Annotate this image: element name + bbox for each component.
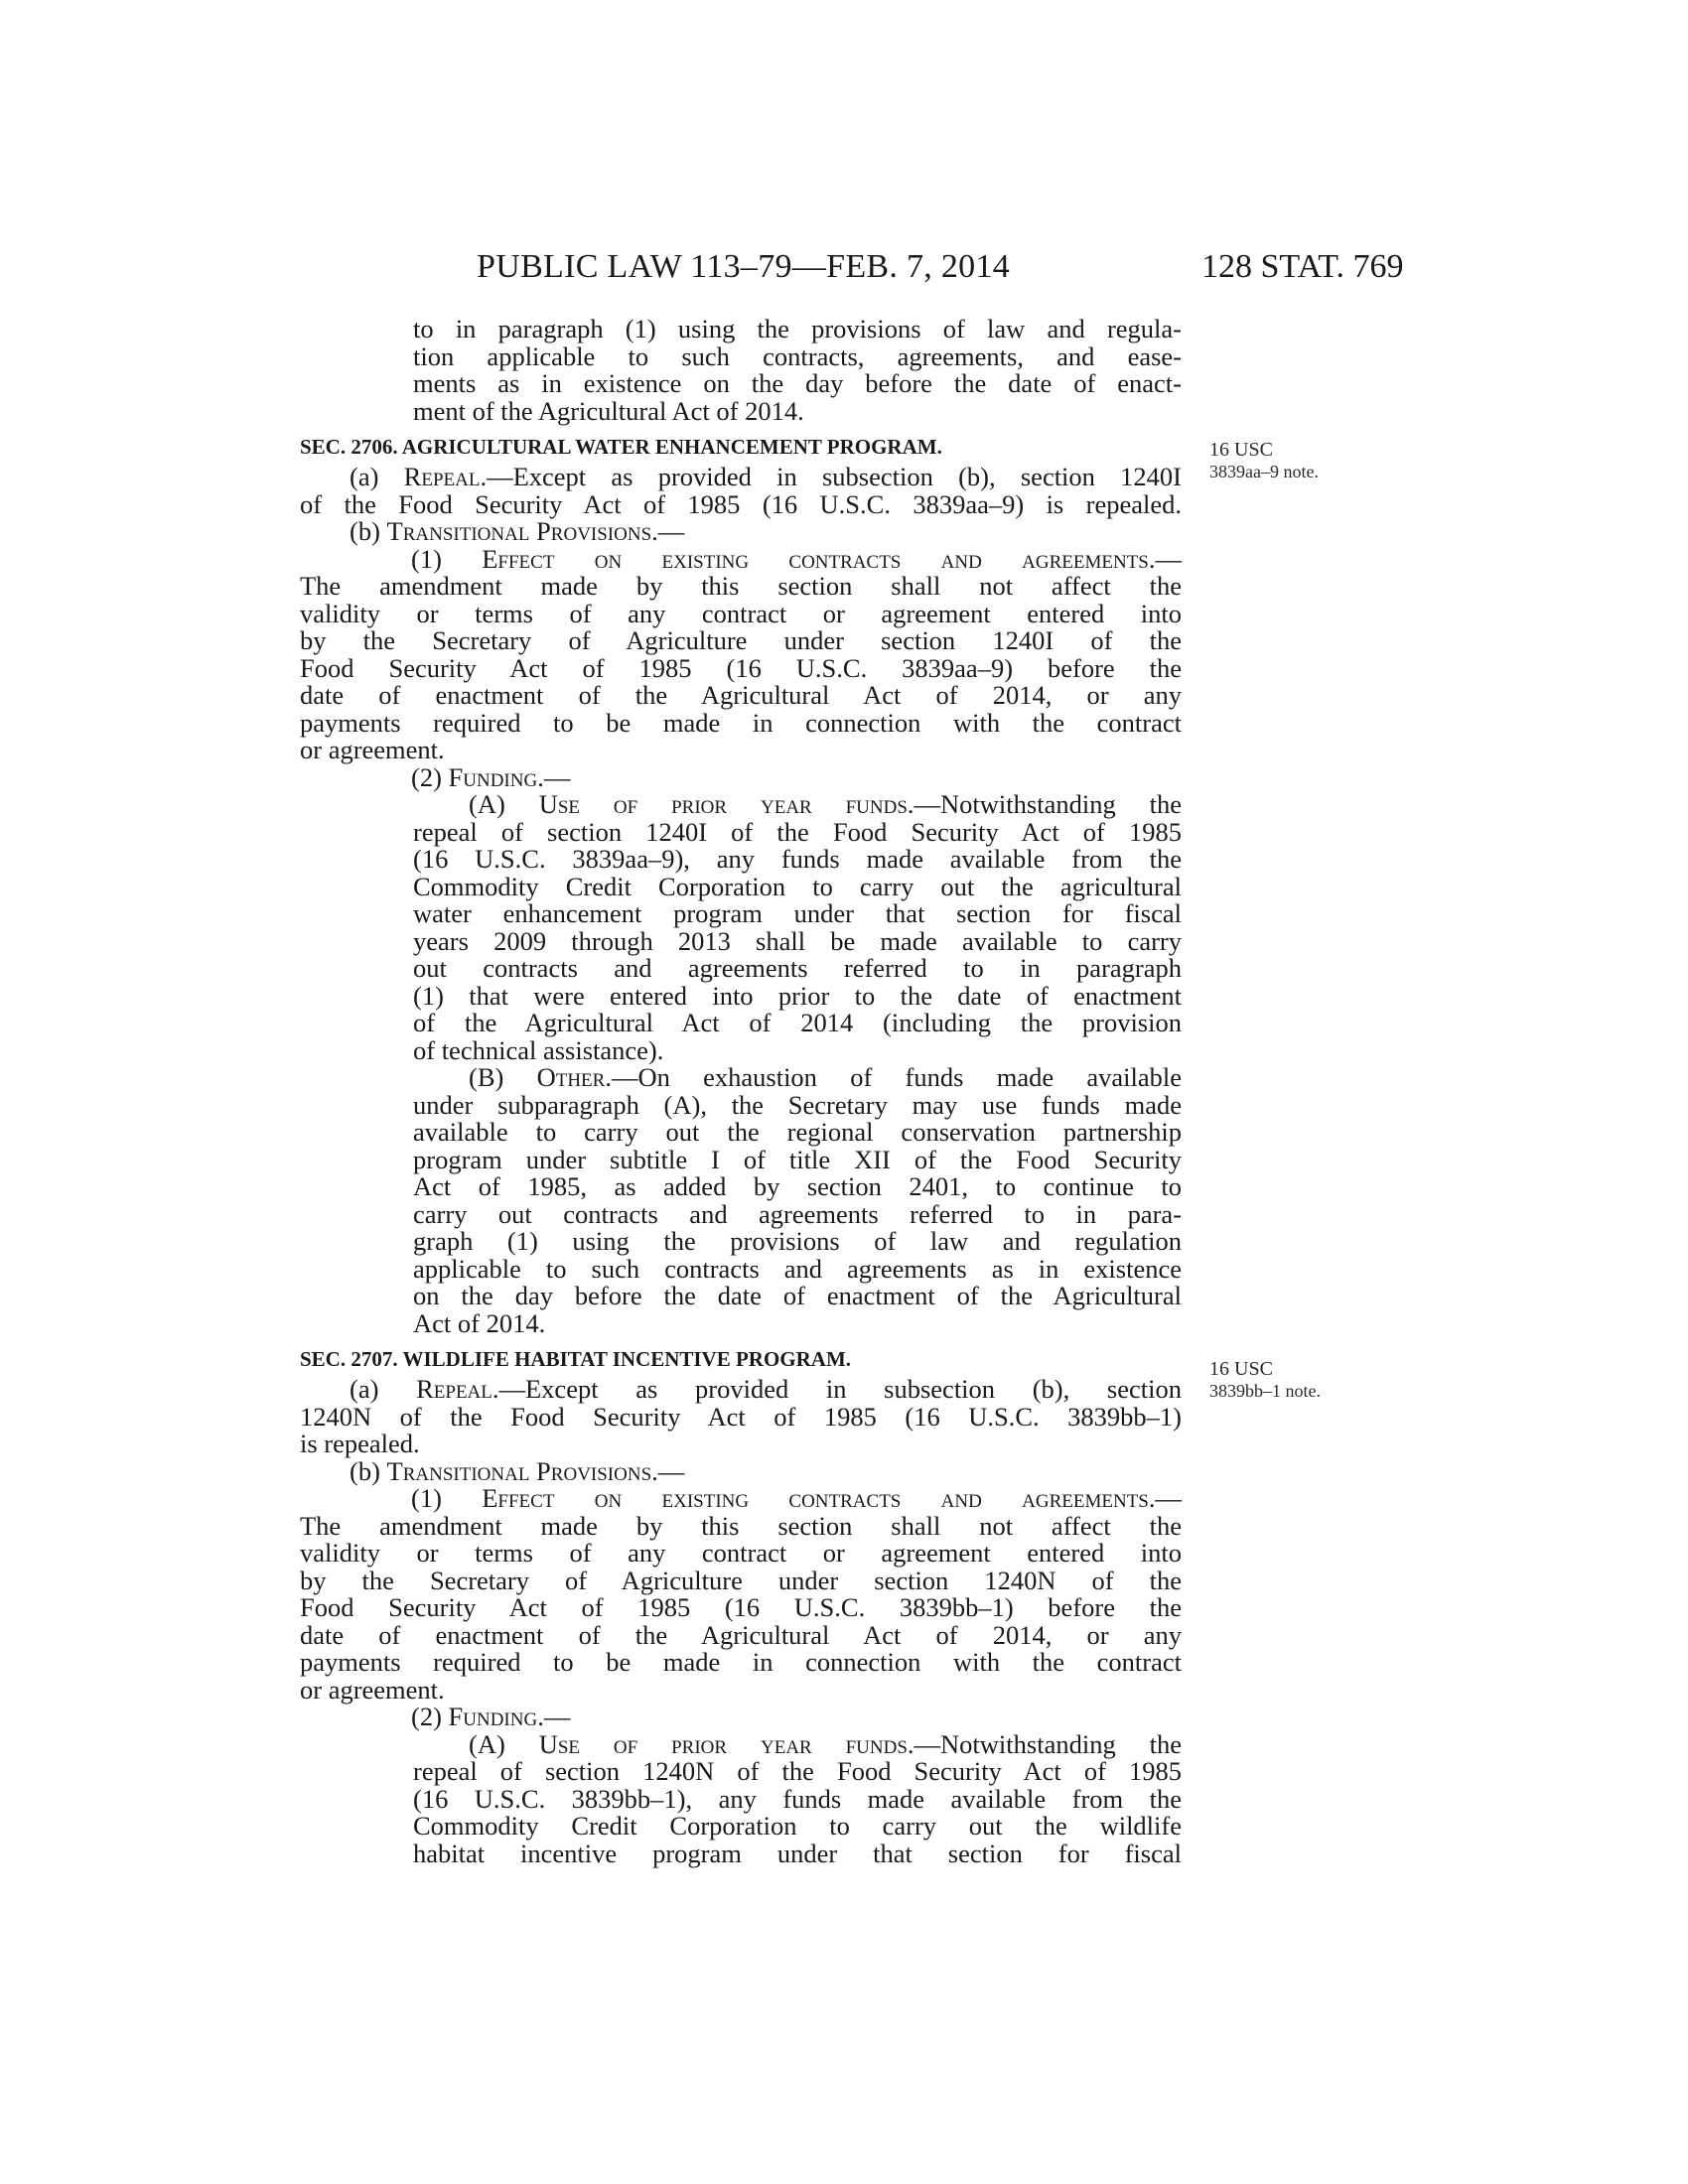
- heading: Funding: [448, 761, 538, 792]
- margin-note-line: 16 USC: [1209, 439, 1273, 461]
- text: .—Except as provided in subsection (b), section 1240I: [480, 462, 1182, 491]
- text-line: (1) that were entered into prior to the date of enactment: [413, 980, 1182, 1011]
- text-line: Act of 2014.: [413, 1307, 546, 1338]
- text-line: (16 U.S.C. 3839aa–9), any funds made available from the: [413, 844, 1182, 874]
- heading: Repeal: [403, 462, 481, 491]
- subsection-b-line: [300, 1455, 1182, 1486]
- paragraph-2-line: [300, 761, 1182, 792]
- subparagraph-A-line: [300, 791, 1182, 819]
- text-line: validity or terms of any contract or agreement entered into: [300, 598, 1182, 628]
- heading: Funding: [448, 1702, 538, 1731]
- text: .—Notwithstanding the: [907, 789, 1182, 819]
- text-line: Commodity Credit Corporation to carry out the wildlife: [413, 1811, 1182, 1841]
- text: .—Notwithstanding the: [907, 1728, 1182, 1759]
- text: .—Except as provided in subsection (b), section: [492, 1374, 1182, 1404]
- subsection-b-line: [300, 518, 1182, 546]
- label: (b): [350, 516, 387, 546]
- subsection-a-line: [300, 464, 1182, 491]
- text-line: program under subtitle I of title XII of the Food Security: [413, 1144, 1182, 1174]
- section-heading-2707: SEC. 2707. WILDLIFE HABITAT INCENTIVE PROGRAM.: [300, 1347, 852, 1371]
- text-line: or agreement.: [300, 1674, 445, 1705]
- text-line: ment of the Agricultural Act of 2014.: [413, 395, 804, 426]
- subparagraph-A-line: [300, 1728, 1182, 1759]
- paragraph-2-line: [300, 1704, 1182, 1731]
- text: .—: [651, 516, 685, 546]
- label: (A): [469, 789, 539, 819]
- heading: Transitional Provisions: [386, 516, 652, 546]
- subsection-a-line: [300, 1376, 1182, 1404]
- label: (a): [350, 1374, 417, 1404]
- heading: Use of prior year funds: [538, 1728, 908, 1759]
- heading: Effect on existing contracts and agreements: [482, 543, 1149, 574]
- text-line: Food Security Act of 1985 (16 U.S.C. 3839aa–9) before the: [300, 652, 1182, 683]
- text-line: (16 U.S.C. 3839bb–1), any funds made available from the: [413, 1783, 1182, 1814]
- label: (1): [411, 543, 483, 574]
- text-line: water enhancement program under that section for fiscal: [413, 898, 1182, 928]
- text-line: payments required to be made in connection with the contract: [300, 707, 1182, 738]
- label: (B): [469, 1062, 537, 1092]
- stat-page-number: 128 STAT. 769: [1201, 248, 1404, 285]
- text-line: Food Security Act of 1985 (16 U.S.C. 3839bb–1) before the: [300, 1592, 1182, 1622]
- text: .—: [1148, 543, 1182, 574]
- text-line: date of enactment of the Agricultural Act of 2014, or any: [300, 1619, 1182, 1650]
- heading: Repeal: [416, 1374, 492, 1404]
- page-header: [0, 248, 1688, 288]
- text: .—: [1148, 1483, 1182, 1513]
- text-line: years 2009 through 2013 shall be made available to carry: [413, 925, 1182, 956]
- text-line: validity or terms of any contract or agreement entered into: [300, 1538, 1182, 1568]
- text-line: tion applicable to such contracts, agreements, and ease-: [413, 341, 1182, 371]
- text-line: by the Secretary of Agriculture under section 1240I of the: [300, 625, 1182, 655]
- margin-note-line: 3839bb–1 note.: [1209, 1381, 1321, 1401]
- text-line: on the day before the date of enactment of the Agricultural: [413, 1281, 1182, 1310]
- text-column: [300, 316, 1182, 1867]
- text-line: graph (1) using the provisions of law and regulation: [413, 1226, 1182, 1256]
- text-line: Commodity Credit Corporation to carry out the agricultural: [413, 871, 1182, 901]
- text: .—: [537, 761, 571, 792]
- text-line: or agreement.: [300, 735, 445, 764]
- subparagraph-B-line: [300, 1064, 1182, 1092]
- text-line: habitat incentive program under that section for fiscal: [413, 1838, 1182, 1868]
- text-line: date of enactment of the Agricultural Act of 2014, or any: [300, 680, 1182, 710]
- label: (a): [350, 462, 404, 491]
- text-line: of technical assistance).: [413, 1034, 664, 1065]
- margin-note-2707: [1209, 1358, 1321, 1402]
- label: (1): [411, 1483, 483, 1513]
- text-line: available to carry out the regional conservation partnership: [413, 1117, 1182, 1147]
- section-heading-2706: SEC. 2706. AGRICULTURAL WATER ENHANCEMENT PROGRAM.: [300, 435, 942, 459]
- intro-paragraph: [300, 316, 1182, 425]
- paragraph-1-line: [300, 543, 1182, 574]
- text: .—: [651, 1455, 685, 1486]
- label: (A): [469, 1728, 539, 1759]
- text-line: 1240N of the Food Security Act of 1985 (16 U.S.C. 3839bb–1): [300, 1401, 1182, 1432]
- heading: Other: [536, 1062, 606, 1092]
- text-line: under subparagraph (A), the Secretary may use funds made: [413, 1089, 1182, 1120]
- text-line: Act of 1985, as added by section 2401, to continue to: [413, 1171, 1182, 1201]
- margin-note-2706: [1209, 439, 1319, 482]
- text-line: repeal of section 1240I of the Food Security Act of 1985: [413, 816, 1182, 847]
- text-line: carry out contracts and agreements referred to in para-: [413, 1198, 1182, 1229]
- heading: Effect on existing contracts and agreements: [482, 1483, 1149, 1513]
- text-line: of the Agricultural Act of 2014 (including the provision: [413, 1008, 1182, 1037]
- text-line: out contracts and agreements referred to in paragraph: [413, 953, 1182, 983]
- label: (2): [411, 1702, 449, 1731]
- text-line: is repealed.: [300, 1429, 420, 1458]
- paragraph-1-line: [300, 1485, 1182, 1513]
- text-line: The amendment made by this section shall not affect the: [300, 571, 1182, 601]
- text-line: by the Secretary of Agriculture under section 1240N of the: [300, 1565, 1182, 1595]
- label: (2): [411, 761, 449, 792]
- text: .—: [537, 1702, 571, 1731]
- heading: Use of prior year funds: [538, 789, 908, 819]
- text-line: to in paragraph (1) using the provisions of law and regula-: [413, 314, 1182, 343]
- text-line: ments as in existence on the day before the date of enact-: [413, 368, 1182, 398]
- running-head: PUBLIC LAW 113–79—FEB. 7, 2014: [477, 248, 1011, 285]
- margin-note-line: 3839aa–9 note.: [1209, 462, 1319, 481]
- margin-note-line: 16 USC: [1209, 1358, 1273, 1380]
- text-line: of the Food Security Act of 1985 (16 U.S.C. 3839aa–9) is repealed.: [300, 488, 1182, 519]
- heading: Transitional Provisions: [386, 1455, 652, 1486]
- text-line: payments required to be made in connection with the contract: [300, 1647, 1182, 1677]
- text-line: The amendment made by this section shall not affect the: [300, 1510, 1182, 1541]
- text: .—On exhaustion of funds made available: [605, 1062, 1182, 1092]
- text-line: repeal of section 1240N of the Food Security Act of 1985: [413, 1756, 1182, 1786]
- text-line: applicable to such contracts and agreements as in existence: [413, 1253, 1182, 1284]
- label: (b): [350, 1455, 387, 1486]
